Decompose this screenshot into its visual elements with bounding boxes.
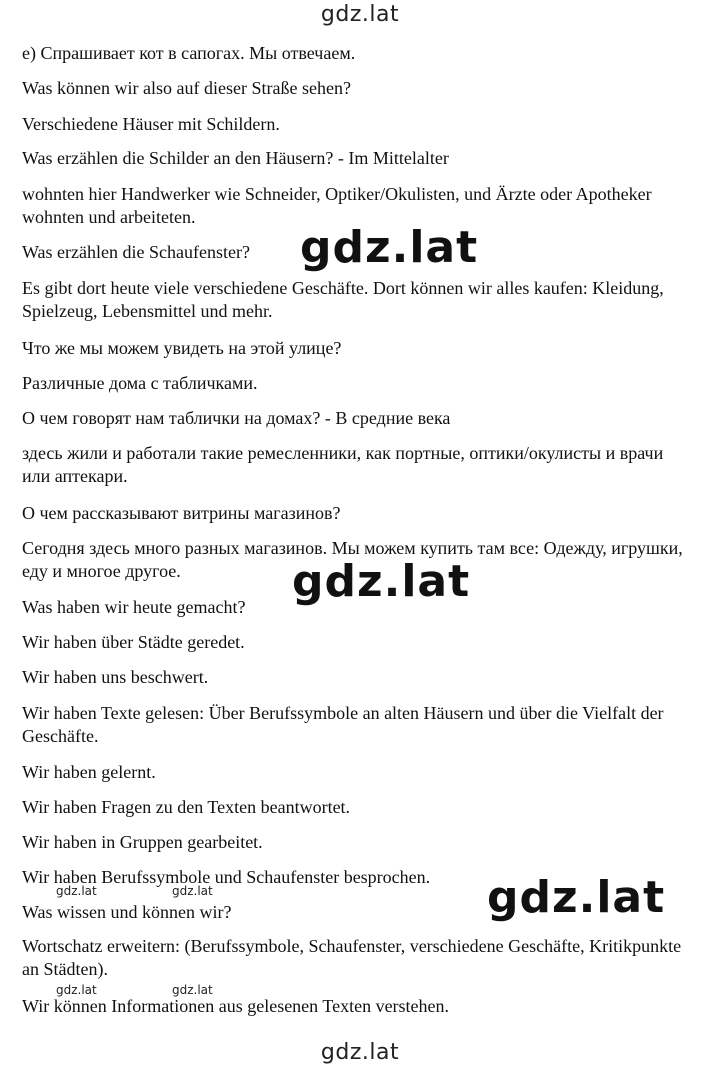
paragraph: wohnten hier Handwerker wie Schneider, Optiker/Okulisten, und Ärzte oder Apotheker wohnten und arbeiteten. — [22, 184, 652, 227]
paragraph: Was wissen und können wir? — [22, 902, 232, 922]
paragraph: Was erzählen die Schaufenster? — [22, 242, 250, 262]
watermark-small: gdz.lat — [172, 983, 213, 997]
paragraph: О чем говорят нам таблички на домах? - В средние века — [22, 408, 451, 428]
paragraph: Wir haben Texte gelesen: Über Berufssymbole an alten Häusern und über die Vielfalt der Geschäfte. — [22, 703, 664, 746]
paragraph: Was haben wir heute gemacht? — [22, 597, 246, 617]
paragraph: Wir haben uns beschwert. — [22, 667, 209, 687]
paragraph: Wir haben Fragen zu den Texten beantwortet. — [22, 797, 351, 817]
paragraph: Что же мы можем увидеть на этой улице? — [22, 338, 342, 358]
paragraph: Wir haben über Städte geredet. — [22, 632, 245, 652]
watermark-small: gdz.lat — [56, 983, 97, 997]
watermark-header: gdz.lat — [320, 2, 400, 27]
paragraph: Verschiedene Häuser mit Schildern. — [22, 114, 280, 134]
paragraph: О чем рассказывают витрины магазинов? — [22, 503, 341, 523]
paragraph: Es gibt dort heute viele verschiedene Geschäfte. Dort können wir alles kaufen: Kleidung, Spielzeug, Lebensmittel und mehr. — [22, 278, 664, 321]
paragraph: Wir haben gelernt. — [22, 762, 156, 782]
watermark-large: gdz.lat — [300, 222, 479, 273]
paragraph: Was erzählen die Schilder an den Häusern? - Im Mittelalter — [22, 148, 449, 168]
paragraph: здесь жили и работали такие ремесленники, как портные, оптики/окулисты и врачи или аптекари. — [22, 443, 664, 486]
paragraph: е) Спрашивает кот в сапогах. Мы отвечаем. — [22, 43, 356, 63]
paragraph: Wir können Informationen aus gelesenen Texten verstehen. — [22, 996, 450, 1016]
watermark-large: gdz.lat — [292, 556, 471, 607]
watermark-large: gdz.lat — [487, 872, 666, 923]
watermark-small: gdz.lat — [172, 884, 213, 898]
paragraph: Wir haben in Gruppen gearbeitet. — [22, 832, 263, 852]
paragraph: Wortschatz erweitern: (Berufssymbole, Schaufenster, verschiedene Geschäfte, Kritikpunkte an Städten). — [22, 936, 682, 979]
paragraph: Сегодня здесь много разных магазинов. Мы можем купить там все: Одежду, игрушки, еду и многое другое. — [22, 538, 683, 581]
paragraph: Was können wir also auf dieser Straße sehen? — [22, 78, 351, 98]
watermark-small: gdz.lat — [56, 884, 97, 898]
paragraph: Wir haben Berufssymbole und Schaufenster besprochen. — [22, 867, 431, 887]
watermark-footer: gdz.lat — [320, 1040, 400, 1065]
paragraph: Различные дома с табличками. — [22, 373, 258, 393]
